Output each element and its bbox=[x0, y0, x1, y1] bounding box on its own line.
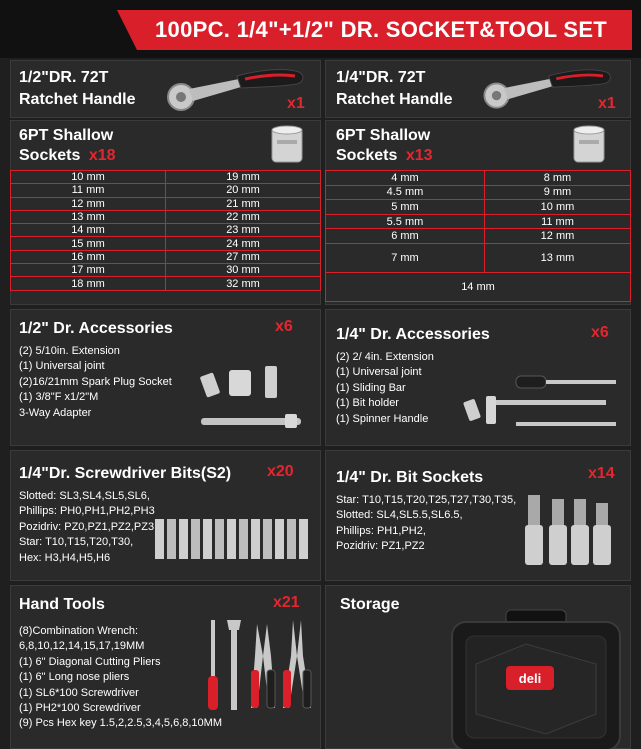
table-row bbox=[11, 237, 321, 250]
socket-icon bbox=[269, 124, 305, 166]
table-row bbox=[326, 243, 631, 272]
storage-case-icon bbox=[446, 604, 626, 749]
table-cell: 14 mm bbox=[326, 272, 631, 301]
accessories-quarter-panel bbox=[325, 309, 631, 446]
list-item: (9) Pcs Hex key 1.5,2,2.5,3,4,5,6,8,10MM bbox=[19, 717, 222, 730]
accessories-quarter-count: x6 bbox=[591, 324, 609, 341]
list-item: (1) SL6*100 Screwdriver bbox=[19, 686, 139, 699]
table-cell: 9 mm bbox=[484, 185, 630, 200]
table-cell: 4.5 mm bbox=[326, 185, 485, 200]
list-item: Pozidriv: PZ0,PZ1,PZ2,PZ3 bbox=[19, 520, 155, 533]
accessories-quarter-list bbox=[336, 350, 434, 427]
table-cell: 20 mm bbox=[166, 184, 321, 197]
table-cell: 12 mm bbox=[11, 197, 166, 210]
table-cell: 12 mm bbox=[484, 229, 630, 244]
sockets-quarter-title-2 bbox=[336, 145, 433, 166]
list-item: Slotted: SL3,SL4,SL5,SL6, bbox=[19, 490, 150, 502]
table-cell: 17 mm bbox=[11, 264, 166, 277]
list-item: (2) 5/10in. Extension bbox=[19, 345, 120, 357]
list-item: Pozidriv: PZ1,PZ2 bbox=[336, 540, 425, 553]
bits-count: x20 bbox=[267, 463, 294, 480]
table-row bbox=[326, 229, 631, 244]
list-item: (1) 6" Long nose pliers bbox=[19, 671, 130, 684]
list-item: Star: T10,T15,T20,T30, bbox=[19, 536, 134, 549]
accessories-half-title: 1/2" Dr. Accessories bbox=[19, 320, 173, 337]
table-row bbox=[11, 184, 321, 197]
table-row bbox=[326, 200, 631, 215]
screwdriver-bits-icon bbox=[151, 511, 315, 565]
table-cell: 30 mm bbox=[166, 264, 321, 277]
page-title: 100PC. 1/4"+1/2" DR. SOCKET&TOOL SET bbox=[155, 17, 608, 42]
table-row bbox=[326, 272, 631, 301]
bits-title: 1/4"Dr. Screwdriver Bits(S2) bbox=[19, 465, 232, 482]
storage-title: Storage bbox=[340, 596, 400, 613]
header-banner bbox=[0, 0, 641, 58]
sockets-quarter-title-1: 6PT Shallow bbox=[336, 127, 431, 144]
table-cell: 13 mm bbox=[11, 210, 166, 223]
table-cell: 6 mm bbox=[326, 229, 485, 244]
list-item: (8)Combination Wrench: bbox=[19, 625, 139, 637]
table-cell: 11 mm bbox=[484, 214, 630, 229]
list-item: (1) Universal joint bbox=[19, 360, 105, 373]
ratchet-handle-icon bbox=[476, 67, 616, 111]
hand-tools-icon bbox=[201, 616, 317, 716]
table-cell: 22 mm bbox=[166, 210, 321, 223]
list-item: Slotted: SL4,SL5.5,SL6.5, bbox=[336, 509, 463, 522]
list-item: 6,8,10,12,14,15,17,19MM bbox=[19, 640, 145, 653]
list-item: 3-Way Adapter bbox=[19, 406, 92, 419]
accessories-half-list bbox=[19, 344, 172, 421]
bits-list bbox=[19, 489, 155, 566]
table-cell: 10 mm bbox=[484, 200, 630, 215]
hand-tools-count: x21 bbox=[273, 594, 300, 611]
ratchet-quarter-count: x1 bbox=[598, 95, 616, 112]
bit-sockets-list bbox=[336, 493, 516, 555]
table-cell: 7 mm bbox=[326, 243, 485, 272]
table-row bbox=[11, 197, 321, 210]
accessories-half-icon bbox=[195, 360, 315, 438]
sockets-half-table bbox=[10, 170, 321, 291]
table-row bbox=[11, 224, 321, 237]
list-item: (1) PH2*100 Screwdriver bbox=[19, 702, 141, 715]
sockets-half-count: x18 bbox=[88, 147, 116, 164]
table-row bbox=[326, 214, 631, 229]
brand-logo: deli bbox=[518, 671, 542, 686]
list-item: (1) Universal joint bbox=[336, 366, 422, 379]
table-cell: 32 mm bbox=[166, 277, 321, 290]
list-item: Phillips: PH0,PH1,PH2,PH3 bbox=[19, 505, 155, 518]
sockets-half-label: Sockets bbox=[19, 147, 81, 164]
table-cell: 23 mm bbox=[166, 224, 321, 237]
accessories-half-count: x6 bbox=[275, 318, 293, 335]
table-cell: 14 mm bbox=[11, 224, 166, 237]
list-item: (1) Bit holder bbox=[336, 397, 399, 410]
hand-tools-list bbox=[19, 624, 222, 732]
table-row bbox=[326, 171, 631, 186]
storage-panel bbox=[325, 585, 631, 749]
table-cell: 16 mm bbox=[11, 250, 166, 263]
sockets-quarter-count: x13 bbox=[405, 147, 433, 164]
table-row bbox=[11, 250, 321, 263]
table-cell: 27 mm bbox=[166, 250, 321, 263]
table-cell: 11 mm bbox=[11, 184, 166, 197]
ratchet-quarter-title-2: Ratchet Handle bbox=[336, 91, 453, 108]
ratchet-half-title-2: Ratchet Handle bbox=[19, 91, 136, 108]
table-row bbox=[326, 185, 631, 200]
accessories-half-panel bbox=[10, 309, 321, 446]
bit-sockets-title: 1/4" Dr. Bit Sockets bbox=[336, 469, 484, 486]
list-item: (2) 2/ 4in. Extension bbox=[336, 351, 434, 363]
table-cell: 18 mm bbox=[11, 277, 166, 290]
ratchet-half-panel bbox=[10, 60, 321, 118]
table-cell: 19 mm bbox=[166, 171, 321, 184]
accessories-quarter-title: 1/4" Dr. Accessories bbox=[336, 326, 490, 343]
table-cell: 15 mm bbox=[11, 237, 166, 250]
hand-tools-panel bbox=[10, 585, 321, 749]
ratchet-half-count: x1 bbox=[287, 95, 305, 112]
table-row bbox=[11, 264, 321, 277]
table-row bbox=[11, 210, 321, 223]
accessories-quarter-icon bbox=[456, 370, 626, 440]
hand-tools-title: Hand Tools bbox=[19, 596, 105, 613]
sockets-quarter-label: Sockets bbox=[336, 147, 398, 164]
bits-panel bbox=[10, 450, 321, 581]
list-item: (1) 6" Diagonal Cutting Pliers bbox=[19, 655, 161, 668]
table-cell: 24 mm bbox=[166, 237, 321, 250]
table-cell: 5 mm bbox=[326, 200, 485, 215]
list-item: Phillips: PH1,PH2, bbox=[336, 524, 426, 537]
table-row bbox=[11, 171, 321, 184]
bit-sockets-panel bbox=[325, 450, 631, 581]
bit-sockets-count: x14 bbox=[588, 465, 615, 482]
list-item: (1) Spinner Handle bbox=[336, 412, 429, 425]
list-item: Star: T10,T15,T20,T25,T27,T30,T35, bbox=[336, 494, 517, 506]
list-item: (2)16/21mm Spark Plug Socket bbox=[19, 375, 172, 388]
ratchet-quarter-title-1: 1/4"DR. 72T bbox=[336, 69, 426, 86]
sockets-half-title-1: 6PT Shallow bbox=[19, 127, 114, 144]
table-row bbox=[11, 277, 321, 290]
table-cell: 13 mm bbox=[484, 243, 630, 272]
ratchet-half-title-1: 1/2"DR. 72T bbox=[19, 69, 109, 86]
list-item: (1) Sliding Bar bbox=[336, 381, 406, 394]
table-cell: 4 mm bbox=[326, 171, 485, 186]
table-cell: 8 mm bbox=[484, 171, 630, 186]
table-cell: 5.5 mm bbox=[326, 214, 485, 229]
table-cell: 10 mm bbox=[11, 171, 166, 184]
sockets-half-title-2 bbox=[19, 145, 116, 166]
bit-sockets-icon bbox=[522, 491, 614, 571]
table-cell: 21 mm bbox=[166, 197, 321, 210]
socket-icon bbox=[571, 124, 607, 166]
sockets-quarter-table bbox=[325, 170, 631, 302]
list-item: (1) 3/8"F x1/2"M bbox=[19, 391, 99, 404]
ratchet-handle-icon bbox=[159, 67, 309, 113]
ratchet-quarter-panel bbox=[325, 60, 631, 118]
list-item: Hex: H3,H4,H5,H6 bbox=[19, 551, 111, 564]
